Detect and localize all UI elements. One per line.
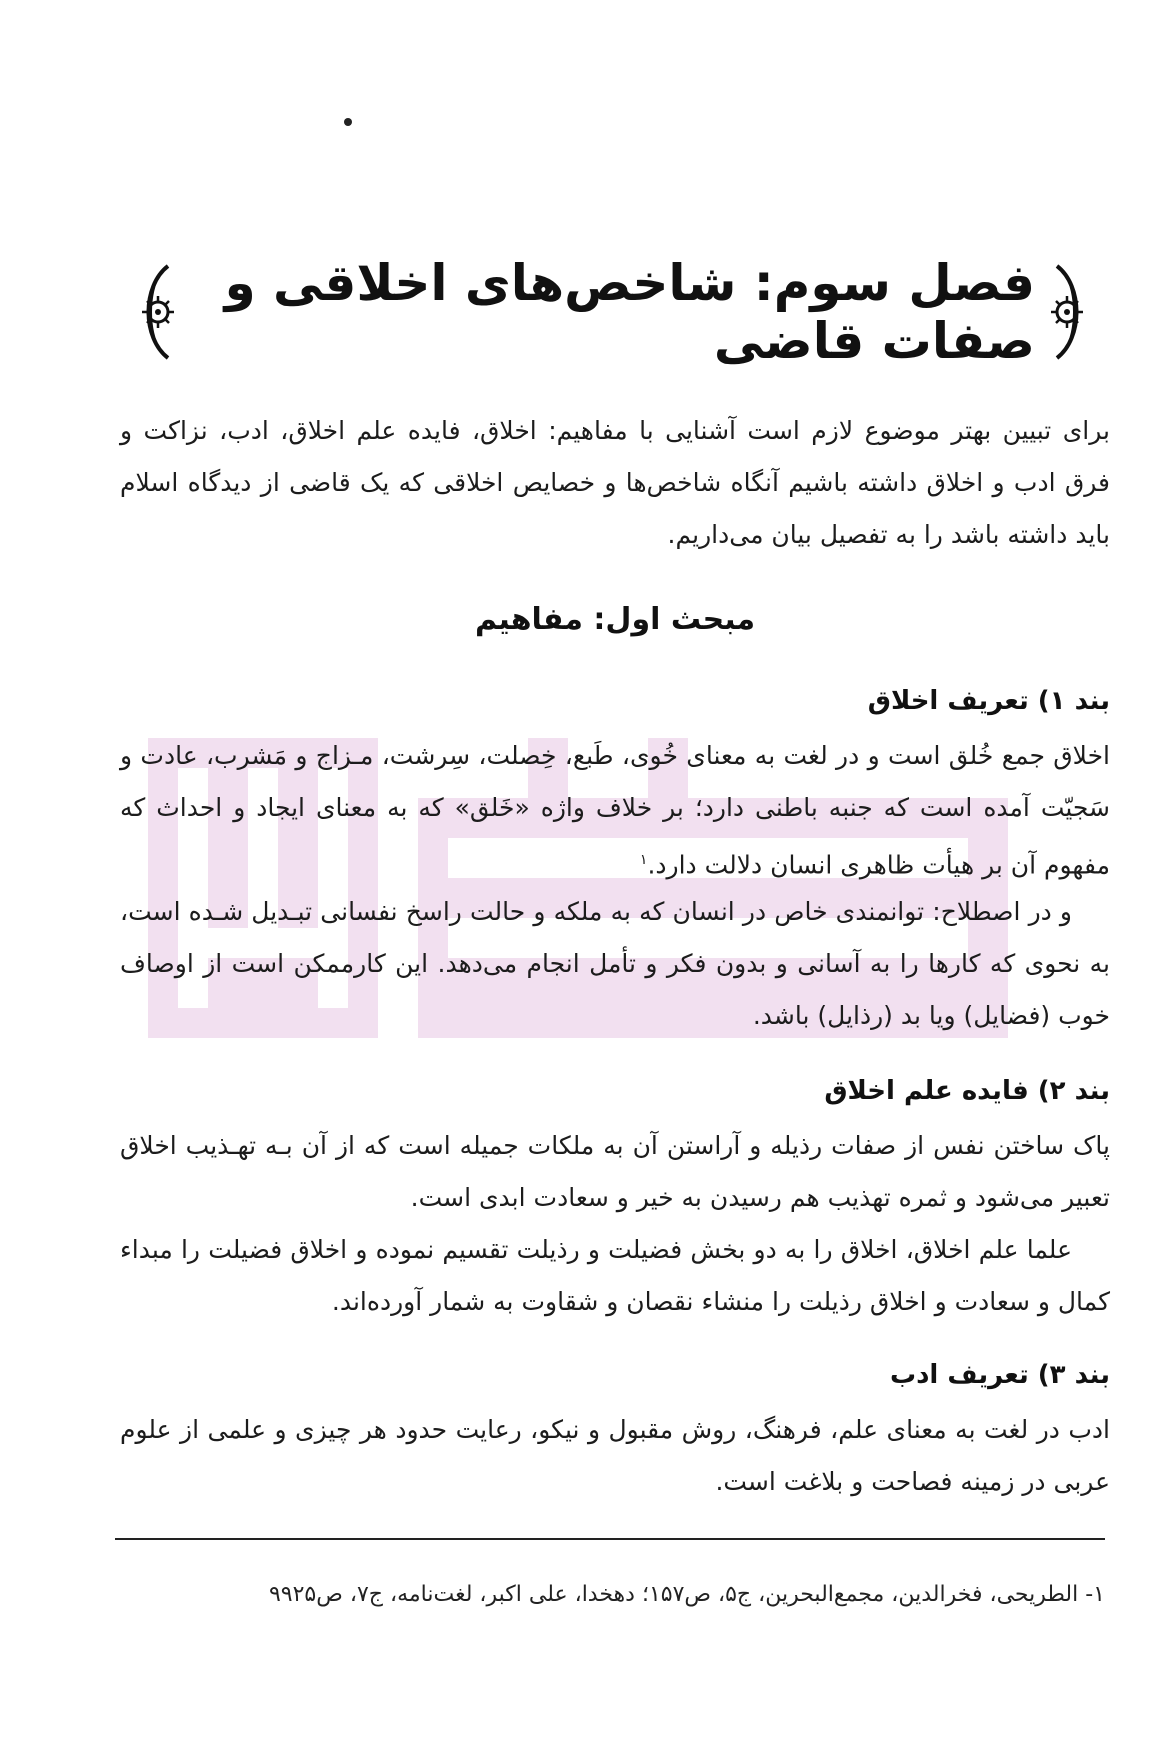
clause-1-paragraph-2-text: و در اصطلاح: توانمندی خاص در انسان که به ملکه و حالت راسخ نفسانی تبـدیل شـده است، به نحوی که کارها را به آسانی و بدون فکر و تأمل انجام می‌دهد. این کارممکن است از اوصاف خوب (فضایل) ویا بد (رذایل) باشد.	[120, 897, 1110, 1030]
clause-3-paragraph-1: ادب در لغت به معنای علم، فرهنگ، روش مقبول و نیکو، رعایت حدود هر چیزی و علمی از علوم عربی در زمینه فصاحت و بلاغت است.	[120, 1415, 1110, 1496]
footnote-reference: ۱	[639, 852, 648, 868]
section-title: مبحث اول: مفاهیم	[474, 602, 756, 637]
clause-1-paragraph-1	[120, 730, 1110, 891]
clause-1-title: بند ۱) تعریف اخلاق	[867, 686, 1110, 716]
clause-1-paragraph-2	[120, 886, 1110, 1042]
footnote: ۱- الطریحی، فخرالدین، مجمع‌البحرین، ج۵، ص۱۵۷؛ دهخدا، علی اکبر، لغت‌نامه، ج۷، ص۹۹۲۵	[268, 1582, 1105, 1607]
ornament-left-icon	[120, 262, 190, 362]
clause-2-title: بند ۲) فایده علم اخلاق	[824, 1076, 1110, 1106]
chapter-heading	[120, 254, 1105, 370]
ink-dot	[344, 118, 352, 126]
clause-1-paragraph-1-text: اخلاق جمع خُلق است و در لغت به معنای خُوی، طَبع، خِصلت، سِرشت، مـزاج و مَشرب، عادت و سَجیّت آمده است که جنبه باطنی دارد؛ بر خلاف واژه «خَلق» که به معنای ایجاد و احداث که مفهوم آن بر هیأت ظاهری انسان دلالت دارد.	[120, 741, 1110, 880]
clause-3-title: بند ۳) تعریف ادب	[889, 1360, 1110, 1390]
clause-2-paragraph-1: پاک ساختن نفس از صفات رذیله و آراستن آن به ملکات جمیله است که از آن بـه تهـذیب اخلاق تعبیر می‌شود و ثمره تهذیب هم رسیدن به خیر و سعادت ابدی است.	[120, 1131, 1110, 1212]
intro-paragraph: برای تبیین بهتر موضوع لازم است آشنایی با مفاهیم: اخلاق، فایده علم اخلاق، ادب، نزاکت و فرق ادب و اخلاق داشته باشیم آنگاه شاخص‌ها و خصایص اخلاقی که یک قاضی از دیدگاه اسلام باید داشته باشد را به تفصیل بیان می‌داریم.	[120, 416, 1110, 549]
clause-2-paragraph-2	[120, 1224, 1110, 1328]
clause-2-paragraph-2-text: علما علم اخلاق، اخلاق را به دو بخش فضیلت و رذیلت تقسیم نموده و اخلاق فضیلت را مبداء کمال و سعادت و اخلاق رذیلت را منشاء نقصان و شقاوت به شمار آورده‌اند.	[120, 1235, 1110, 1316]
footnote-divider	[115, 1538, 1105, 1540]
ornament-right-icon	[1035, 262, 1105, 362]
chapter-title: فصل سوم: شاخص‌های اخلاقی و صفات قاضی	[224, 254, 1035, 370]
